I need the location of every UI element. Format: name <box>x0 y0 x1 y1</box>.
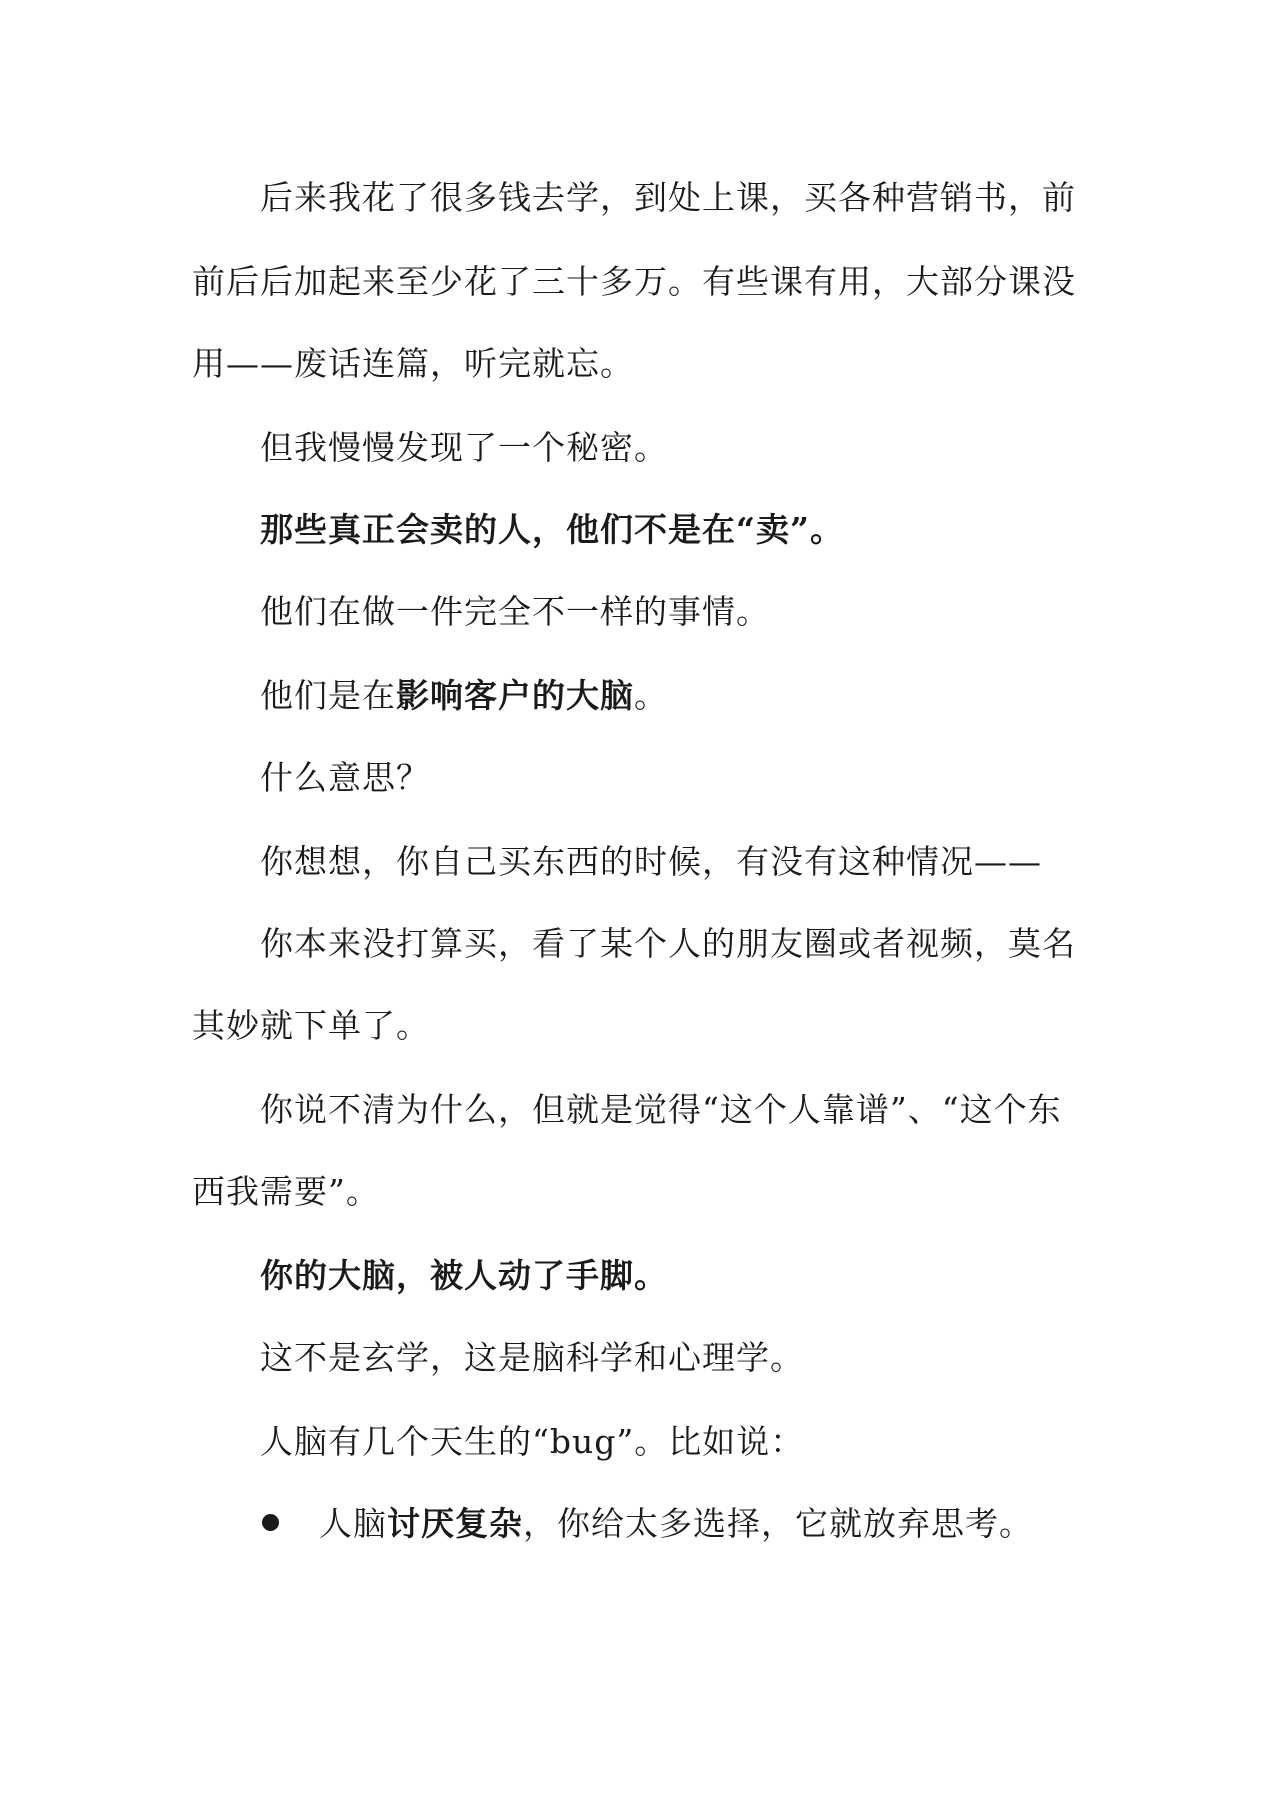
paragraph-7: 你想想，你自己买东西的时候，有没有这种情况—— <box>260 842 1042 881</box>
paragraph-5-text-bold: 影响客户的大脑 <box>396 676 634 715</box>
paragraph-5-text-pre: 他们是在 <box>260 676 396 715</box>
paragraph-2: 但我慢慢发现了一个秘密。 <box>260 428 668 467</box>
paragraph-12: 人脑有几个天生的“bug”。比如说： <box>260 1422 805 1461</box>
bullet-item-1 <box>262 1482 1082 1566</box>
paragraph-11: 这不是玄学，这是脑科学和心理学。 <box>260 1338 804 1377</box>
paragraph-3-bold: 那些真正会卖的人，他们不是在“卖”。 <box>260 510 844 549</box>
paragraph-1-line-1: 后来我花了很多钱去学，到处上课，买各种营销书，前 <box>260 178 1076 217</box>
bullet-item-1-post: ，你给太多选择，它就放弃思考。 <box>523 1504 1033 1543</box>
paragraph-1-line-2: 前后后加起来至少花了三十多万。有些课有用，大部分课没 <box>192 262 1076 301</box>
bullet-item-1-pre: 人脑 <box>319 1504 387 1543</box>
paragraph-9-line-1: 你说不清为什么，但就是觉得“这个人靠谱”、“这个东 <box>260 1090 1062 1129</box>
paragraph-6: 什么意思？ <box>260 758 430 797</box>
paragraph-5-text-post: 。 <box>634 676 668 715</box>
paragraph-5 <box>192 654 1092 738</box>
bullet-dot-icon <box>262 1514 279 1531</box>
paragraph-8-line-1: 你本来没打算买，看了某个人的朋友圈或者视频，莫名 <box>260 924 1076 963</box>
paragraph-1-line-3: 用——废话连篇，听完就忘。 <box>192 344 634 383</box>
paragraph-4: 他们在做一件完全不一样的事情。 <box>260 592 770 631</box>
paragraph-9-line-2: 西我需要”。 <box>192 1172 380 1211</box>
paragraph-8-line-2: 其妙就下单了。 <box>192 1006 430 1045</box>
bullet-item-1-bold: 讨厌复杂 <box>387 1504 523 1543</box>
paragraph-10-bold: 你的大脑，被人动了手脚。 <box>260 1256 668 1295</box>
